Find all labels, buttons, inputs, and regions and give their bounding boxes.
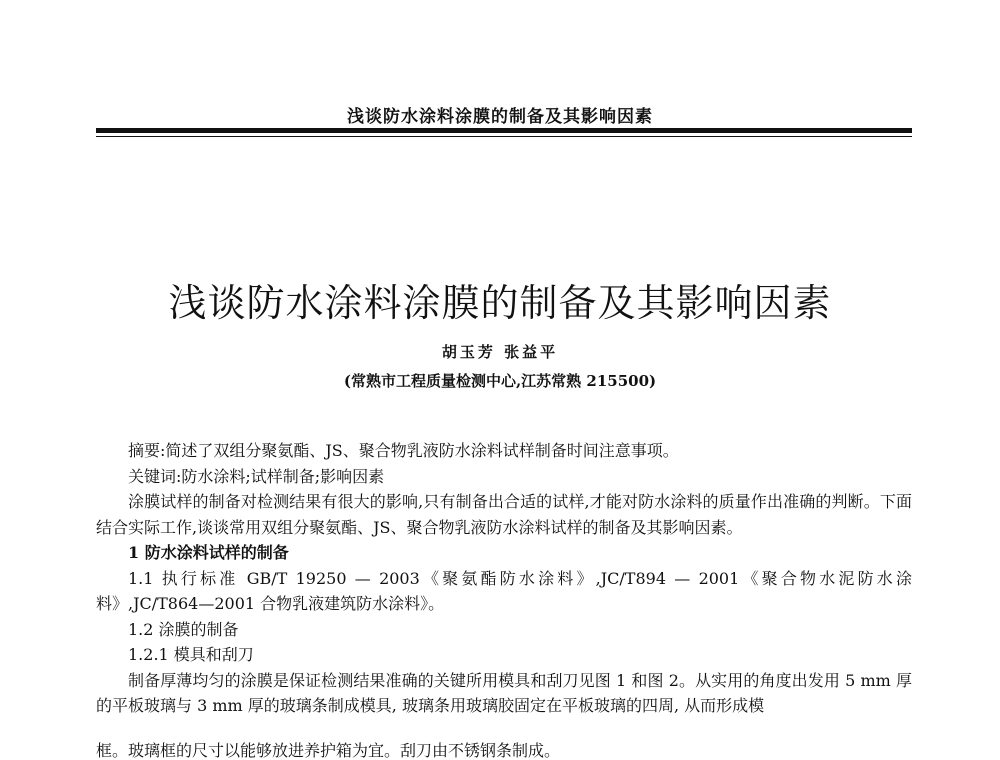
header-rule-thin — [96, 136, 912, 137]
mold-paragraph: 制备厚薄均匀的涂膜是保证检测结果准确的关键所用模具和刮刀见图 1 和图 2。从实用的角度出发用 5 mm 厚的平板玻璃与 3 mm 厚的玻璃条制成模具, 玻璃条用玻璃胶固定在平板玻璃的四周, 从而形成模 — [96, 670, 912, 715]
section-1-2-heading: 1.2 涂膜的制备 — [128, 619, 239, 639]
abstract: 摘要:简述了双组分聚氨酯、JS、聚合物乳液防水涂料试样制备时间注意事项。 — [128, 441, 679, 460]
header-rule-thick — [96, 128, 912, 133]
running-head: 浅谈防水涂料涂膜的制备及其影响因素 — [347, 107, 653, 127]
keywords: 关键词:防水涂料;试样制备;影响因素 — [128, 466, 385, 486]
cut-off-text: 框。玻璃框的尺寸以能够放进养护箱为宜。刮刀由不锈钢条制成。 — [96, 741, 561, 760]
cut-off-line — [96, 738, 912, 760]
article-title: 浅谈防水涂料涂膜的制备及其影响因素 — [168, 281, 832, 325]
section-1-1: 1.1 执行标准 GB/T 19250 — 2003《聚氨酯防水涂料》,JC/T894 — 2001《聚合物水泥防水涂料》,JC/T864—2001 合物乳液建筑防水涂料》。 — [96, 568, 912, 613]
body-text — [96, 438, 912, 719]
article-affiliation: (常熟市工程质量检测中心,江苏常熟 215500) — [343, 372, 657, 390]
intro-paragraph: 涂膜试样的制备对检测结果有很大的影响,只有制备出合适的试样,才能对防水涂料的质量作出准确的判断。下面结合实际工作,谈谈常用双组分聚氨酯、JS、聚合物乳液防水涂料试样的制备及其影响因素。 — [96, 492, 912, 537]
article-authors: 胡玉芳 张益平 — [441, 343, 559, 361]
section-1-heading: 1 防水涂料试样的制备 — [128, 543, 289, 562]
section-1-2-1-heading: 1.2.1 模具和刮刀 — [128, 645, 254, 664]
